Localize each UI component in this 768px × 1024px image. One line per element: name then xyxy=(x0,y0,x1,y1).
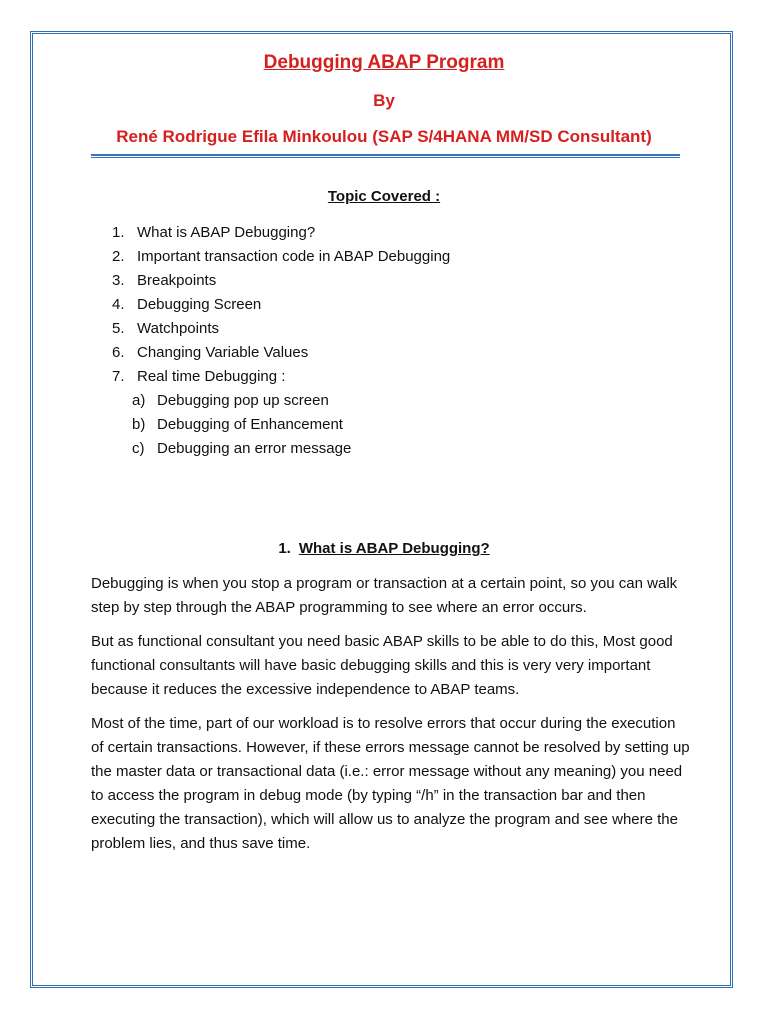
list-item xyxy=(112,269,450,293)
list-item-label: What is ABAP Debugging? xyxy=(137,224,316,241)
list-item-label: Watchpoints xyxy=(137,320,219,337)
list-item-label: Changing Variable Values xyxy=(137,344,309,361)
document-author: René Rodrigue Efila Minkoulou (SAP S/4HANA MM/SD Consultant) xyxy=(116,127,652,146)
list-item-number: 3. xyxy=(112,272,125,289)
list-item-label: Breakpoints xyxy=(137,272,217,289)
list-item-number: 2. xyxy=(112,248,125,265)
section-heading xyxy=(0,540,768,557)
sub-list-item-label: Debugging an error message xyxy=(157,440,352,457)
list-item xyxy=(112,365,450,389)
subtopics xyxy=(112,389,450,461)
paragraph: Debugging is when you stop a program or transaction at a certain point, so you can walk step by step through the ABAP programming to see where an error occurs. xyxy=(91,575,678,616)
list-item xyxy=(112,293,450,317)
list-item xyxy=(112,245,450,269)
section-body xyxy=(91,572,691,866)
sub-list-item-letter: a) xyxy=(132,392,146,409)
list-item xyxy=(112,221,450,245)
subtopics-list xyxy=(112,389,450,461)
paragraph: Most of the time, part of our workload is to resolve errors that occur during the execution of certain transactions. However, if these errors message cannot be resolved by setting up the master data or transactional data (i.e.: error message without any meaning) you need to access the program in debug mode (by typing “/h” in the transaction bar and then executing the transaction), which will allow us to analyze the program and see where the problem lies, and thus save time. xyxy=(91,715,690,852)
sub-list-item-label: Debugging pop up screen xyxy=(157,392,329,409)
document-header xyxy=(0,50,768,148)
list-item-number: 6. xyxy=(112,344,125,361)
topics-list xyxy=(112,221,450,461)
list-item-label: Debugging Screen xyxy=(137,296,262,313)
section-title: What is ABAP Debugging? xyxy=(298,540,490,557)
sub-list-item xyxy=(112,413,450,437)
sub-list-item-letter: b) xyxy=(132,416,146,433)
topics-heading: Topic Covered : xyxy=(327,188,441,205)
sub-list-item xyxy=(112,389,450,413)
sub-list-item xyxy=(112,437,450,461)
sub-list-item-letter: c) xyxy=(132,440,145,457)
document-title: Debugging ABAP Program xyxy=(263,52,505,73)
header-divider xyxy=(91,154,680,158)
section-number: 1. xyxy=(278,540,291,557)
paragraph: But as functional consultant you need basic ABAP skills to be able to do this, Most good functional consultants will have basic debugging skills and this is very very important because it reduces the excessive independence to ABAP teams. xyxy=(91,633,673,698)
sub-list-item-label: Debugging of Enhancement xyxy=(157,416,343,433)
document-by-line: By xyxy=(373,91,395,110)
list-item-number: 7. xyxy=(112,368,125,385)
list-item xyxy=(112,317,450,341)
list-item-number: 1. xyxy=(112,224,125,241)
list-item xyxy=(112,341,450,365)
list-item-number: 4. xyxy=(112,296,125,313)
list-item-number: 5. xyxy=(112,320,125,337)
list-item-label: Real time Debugging : xyxy=(137,368,286,385)
list-item-label: Important transaction code in ABAP Debugging xyxy=(137,248,451,265)
